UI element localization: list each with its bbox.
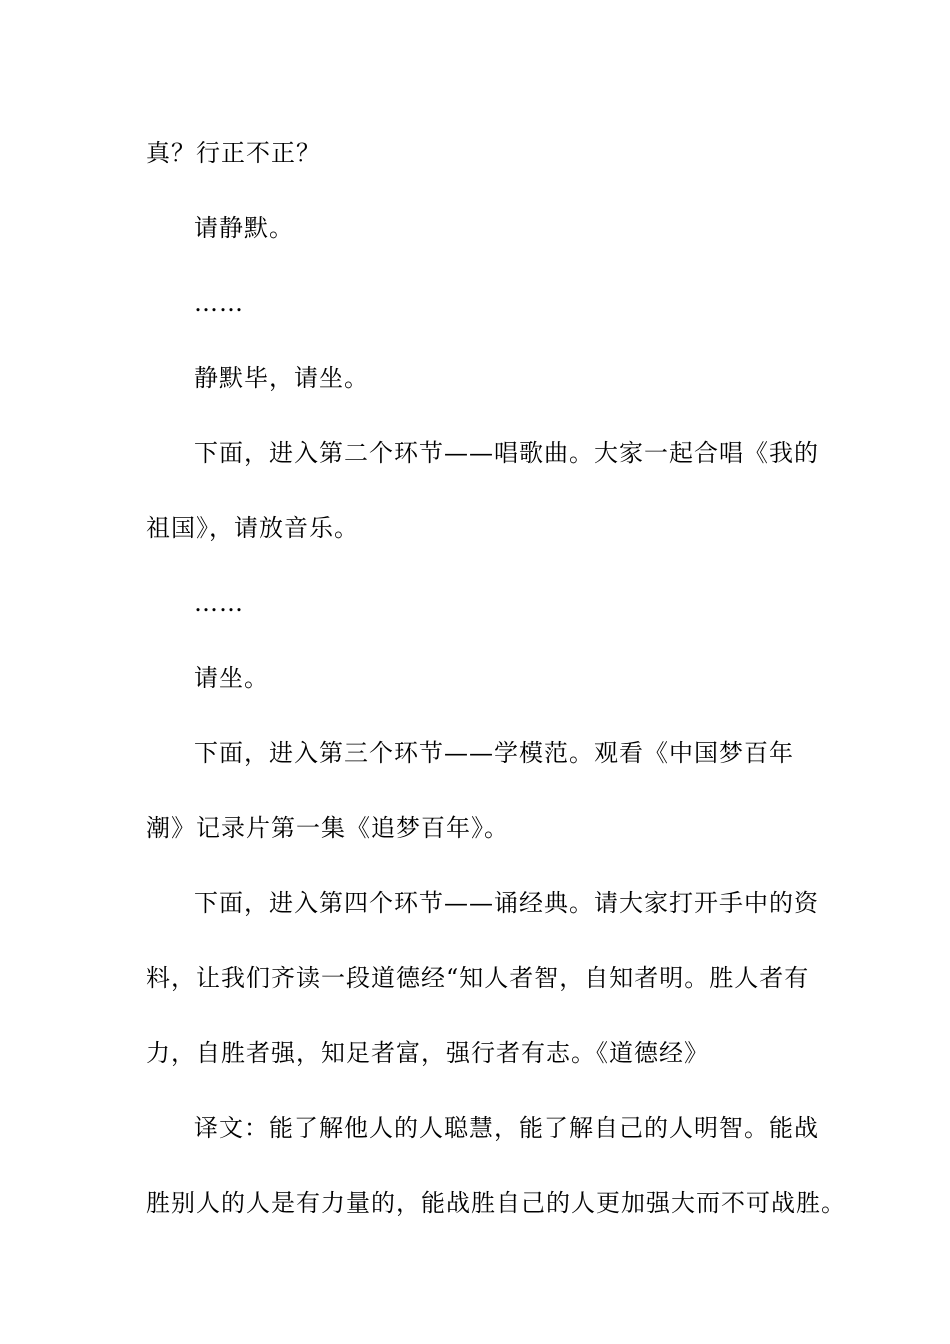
- text-line: 真？行正不正？: [146, 139, 321, 167]
- text-line: 胜别人的人是有力量的，能战胜自己的人更加强大而不可战胜。: [146, 1189, 846, 1217]
- text-line: 料，让我们齐读一段道德经“知人者智，自知者明。胜人者有: [146, 964, 810, 992]
- text-line: ……: [194, 289, 244, 317]
- text-line: 祖国》，请放音乐。: [146, 514, 359, 542]
- text-line: 请坐。: [194, 664, 269, 692]
- text-line: ……: [194, 589, 244, 617]
- text-line: 下面，进入第四个环节——诵经典。请大家打开手中的资: [194, 889, 819, 917]
- text-line: 下面，进入第三个环节——学模范。观看《中国梦百年: [194, 739, 794, 767]
- text-line: 译文：能了解他人的人聪慧，能了解自己的人明智。能战: [194, 1114, 819, 1142]
- text-line: 力，自胜者强，知足者富，强行者有志。《道德经》: [146, 1039, 709, 1067]
- text-line: 潮》记录片第一集《追梦百年》。: [146, 814, 509, 842]
- document-body: [146, 129, 846, 1254]
- text-line: 下面，进入第二个环节——唱歌曲。大家一起合唱《我的: [194, 439, 819, 467]
- text-line: 静默毕，请坐。: [194, 364, 369, 392]
- text-line: 请静默。: [194, 214, 294, 242]
